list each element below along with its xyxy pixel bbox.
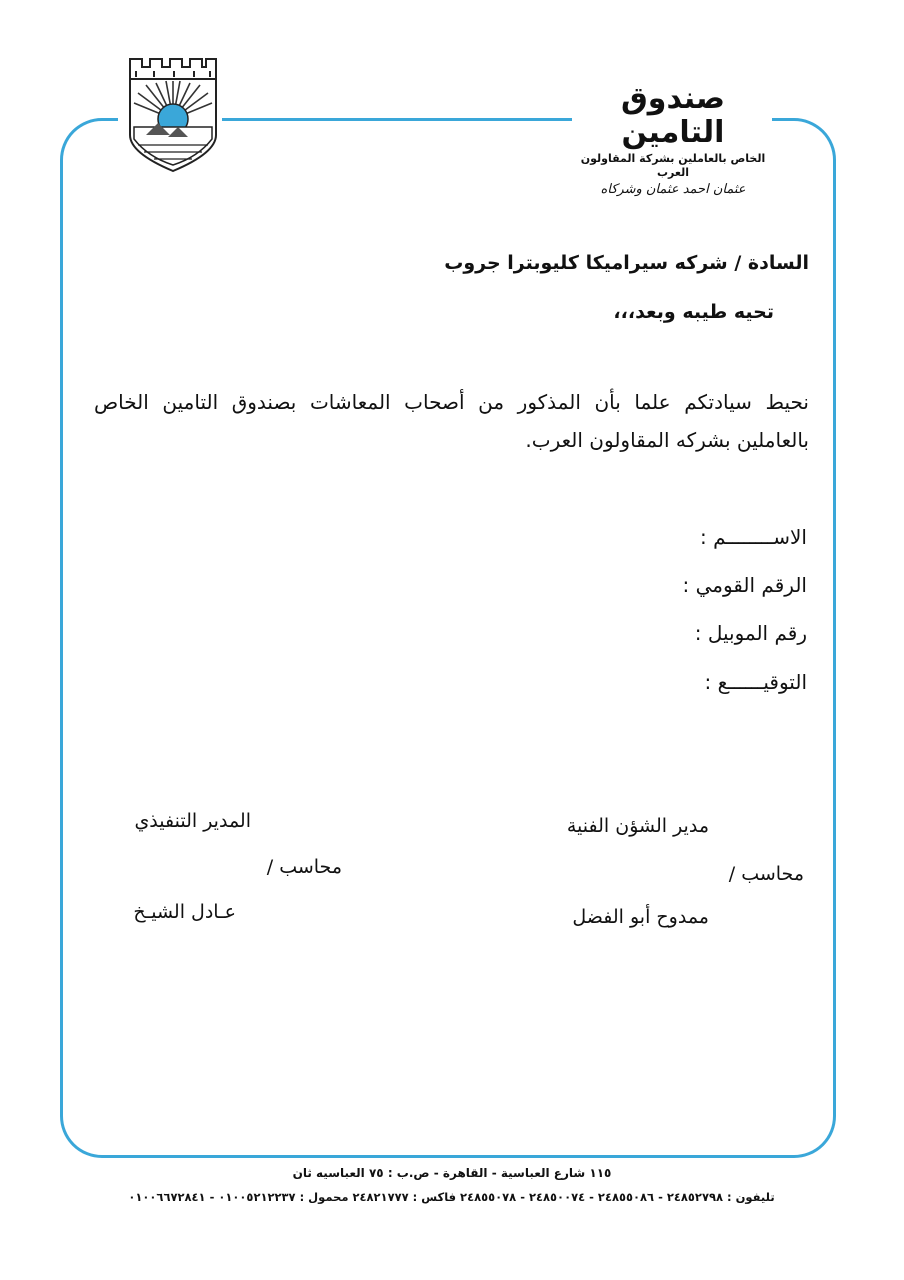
- greeting: تحيه طيبه وبعد،،،: [613, 301, 774, 323]
- addressee: السادة / شركه سيراميكا كليوبترا جروب: [444, 252, 809, 274]
- footer-address: ١١٥ شارع العباسية - القاهرة - ص.ب : ٧٥ العباسيه ثان: [292, 1166, 612, 1180]
- fund-header: [578, 82, 768, 198]
- technical-manager-title: مدير الشؤن الفنية: [566, 815, 709, 837]
- field-signature: التوقيــــــع :: [704, 670, 807, 694]
- technical-manager-name: ممدوح أبو الفضل: [572, 906, 709, 928]
- field-name: الاســــــــم :: [699, 525, 807, 549]
- fund-signature: عثمان احمد عثمان وشركاه: [600, 182, 746, 197]
- executive-accountant: محاسب /: [266, 856, 342, 878]
- fund-subtitle: الخاص بالعاملين بشركة المقاولون العرب: [580, 152, 766, 179]
- letter-body: نحيط سيادتكم علما بأن المذكور من أصحاب المعاشات بصندوق التامين الخاص بالعاملين بشركه المقاولون العرب.: [94, 390, 809, 452]
- executive-manager-title: المدير التنفيذي: [134, 810, 251, 832]
- fund-name: صندوق التامين: [620, 81, 726, 150]
- field-mobile: رقم الموبيل :: [694, 621, 807, 645]
- technical-accountant: محاسب /: [728, 863, 804, 885]
- executive-manager-name: عـادل الشيـخ: [133, 901, 236, 923]
- field-national-id: الرقم القومي :: [682, 573, 807, 597]
- footer-contacts: تليفون : ٢٤٨٥٢٧٩٨ - ٢٤٨٥٥٠٨٦ - ٢٤٨٥٠٠٧٤ - ٢٤٨٥٥٠٧٨ فاكس : ٢٤٨٢١٧٧٧ محمول : ٠١٠٠٥٢١٢٢٣٧ - ٠١٠٠٦٦٧٢٨٤١: [128, 1190, 775, 1204]
- castle-logo: [128, 57, 218, 173]
